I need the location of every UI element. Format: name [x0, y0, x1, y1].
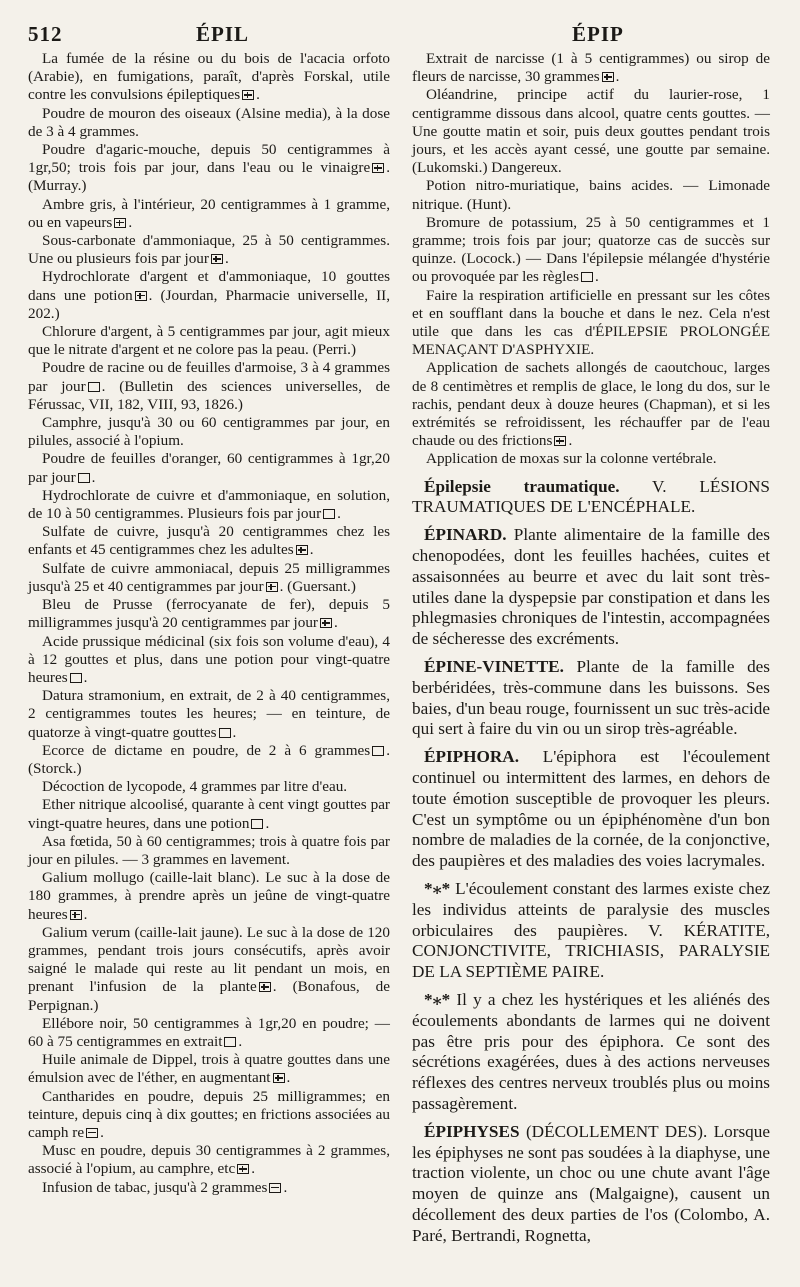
remedy-tail: . [224, 250, 229, 268]
boxed-plus-icon [70, 910, 82, 920]
remedy-tail: . (Bulletin des sciences universelles, de Férussac, VII, 182, VIII, 93, 1826.) [28, 377, 391, 413]
remedy-text: Poudre de feuilles d'oranger, 60 centigrammes à 1gr,20 par jour [28, 450, 390, 486]
boxed-minus-icon [86, 1128, 98, 1138]
boxed-plus-icon [237, 1164, 249, 1174]
right-running-head: ÉPIP [572, 22, 624, 46]
remedy-tail: . (Guersant.) [279, 577, 356, 595]
remedy-tail: . [91, 468, 96, 486]
boxed-plus-icon [372, 163, 384, 173]
remedy-text: Cantharides en poudre, depuis 25 milligrammes; en teinture, depuis cinq à dix gouttes; en frictions associées au camph re [28, 1087, 390, 1141]
empty-box-icon [224, 1037, 236, 1047]
remedy-tail: . [286, 1069, 291, 1087]
remedy-paragraph [28, 141, 390, 196]
remedy-paragraph [412, 450, 770, 468]
remedy-paragraph [412, 50, 770, 86]
remedy-text: Poudre d'agaric-mouche, depuis 50 centigrammes à 1gr,50; trois fois par jour, dans l'eau ou le vinaigre [28, 141, 390, 177]
dictionary-entry [412, 657, 770, 740]
entry-body: L'écoulement constant des larmes existe chez les individus atteints de paralysie des muscles orbiculaires des paupières. V. KÉRATITE, CONJONCTIVITE, TRICHIASIS, PARALYSIE DE LA SEPTIÈME PAIRE. [412, 879, 770, 982]
remedy-tail: . [615, 68, 620, 86]
remedy-text: Application de moxas sur la colonne vertébrale. [426, 450, 717, 468]
remedy-paragraph [28, 50, 390, 105]
remedy-paragraph [412, 214, 770, 287]
remedy-text: La fumée de la résine ou du bois de l'acacia orfoto (Arabie), en fumigations, paraît, d'après Forskal, utile contre les convulsions épileptiques [28, 50, 390, 104]
dictionary-entries [412, 477, 770, 1247]
remedy-paragraph [412, 86, 770, 177]
remedy-tail: . [309, 541, 314, 559]
remedy-paragraph [28, 687, 390, 742]
remedy-text: Bleu de Prusse (ferrocyanate de fer), depuis 5 milligrammes jusqu'à 20 centigrammes par jour [28, 596, 390, 632]
remedy-paragraph [28, 232, 390, 268]
remedy-text: Ellébore noir, 50 centigrammes à 1gr,20 en poudre; — 60 à 75 centigrammes en extrait [28, 1014, 390, 1050]
remedy-text: Poudre de mouron des oiseaux (Alsine media), à la dose de 3 à 4 grammes. [28, 104, 390, 140]
entry-headword: *⁎* [424, 879, 456, 899]
boxed-plus-icon [114, 218, 126, 228]
remedy-text: Galium verum (caille-lait jaune). Le suc à la dose de 120 grammes, pendant trois jours consécutifs, après avoir saigné le malade qui reste au lit pendant un mois, en prenant l'infusion de la plante [28, 923, 390, 996]
remedy-text: Décoction de lycopode, 4 grammes par litre d'eau. [42, 778, 348, 796]
entry-body: Il y a chez les hystériques et les aliénés des écoulements abondants de larmes qui ne doivent pas être pris pour des épiphora. Ce sont des sécrétions exagérées, dues à des actions nerveuses réflexes des centres nerveux troublés plus ou moins passagèrement. [412, 990, 770, 1113]
remedy-text: Hydrochlorate de cuivre et d'ammoniaque, en solution, de 10 à 50 centigrammes. Plusieurs fois par jour [28, 486, 390, 523]
boxed-plus-icon [211, 254, 223, 264]
entry-headword: Épilepsie traumatique. [424, 476, 620, 496]
remedy-text: Sulfate de cuivre, jusqu'à 20 centigrammes chez les enfants et 45 centigrammes chez les adultes [28, 523, 390, 559]
remedy-text: Poudre de racine ou de feuilles d'armoise, 3 à 4 grammes par jour [28, 359, 390, 395]
empty-box-icon [70, 673, 82, 683]
remedy-text: Sulfate de cuivre ammoniacal, depuis 25 milligrammes jusqu'à 25 et 40 centigrammes par jour [28, 559, 390, 595]
boxed-plus-icon [135, 291, 147, 301]
entry-headword: ÉPIPHORA. [424, 747, 520, 767]
remedy-paragraph [28, 450, 390, 486]
remedy-paragraph [412, 359, 770, 450]
empty-box-icon [581, 272, 593, 282]
remedy-paragraph [412, 177, 770, 213]
empty-box-icon [323, 509, 335, 519]
remedy-tail: . [100, 1123, 104, 1141]
remedy-tail: . [333, 614, 338, 632]
dictionary-entry [412, 525, 770, 650]
remedy-paragraph [28, 487, 390, 523]
remedy-paragraph [28, 105, 390, 141]
dictionary-entry [412, 477, 770, 519]
entry-body: V. LÉSIONS TRAUMATIQUES DE L'ENCÉPHALE. [412, 476, 770, 517]
remedy-paragraph [28, 796, 390, 832]
entry-body: Plante de la famille des berbéridées, très-commune dans les buissons. Ses baies, d'un beau rouge, fournissent un suc très-acide qui sert à faire du vin ou un sirop très-agréable. [412, 657, 770, 739]
remedy-paragraph [28, 268, 390, 323]
remedy-paragraph [28, 633, 390, 688]
remedy-tail: . [265, 814, 270, 832]
empty-box-icon [88, 382, 100, 392]
right-column [412, 50, 770, 1247]
remedy-tail: . [595, 268, 599, 286]
remedy-tail: . [83, 905, 88, 923]
empty-box-icon [251, 819, 263, 829]
page-number: 512 [28, 22, 63, 46]
remedy-text: Extrait de narcisse (1 à 5 centigrammes) ou sirop de fleurs de narcisse, 30 grammes [412, 50, 770, 86]
boxed-plus-icon [242, 90, 254, 100]
remedy-paragraph [28, 1179, 390, 1197]
boxed-plus-icon [320, 618, 332, 628]
remedy-paragraph [28, 778, 390, 796]
remedy-text: Musc en poudre, depuis 30 centigrammes à 2 grammes, associé à l'opium, au camphre, etc [28, 1142, 390, 1178]
remedy-paragraph [28, 869, 390, 924]
remedy-text: Infusion de tabac, jusqu'à 2 grammes [42, 1178, 268, 1196]
remedy-paragraph [412, 287, 770, 360]
left-running-head: ÉPIL [196, 22, 250, 46]
remedy-paragraph [28, 523, 390, 559]
remedy-tail: . [337, 505, 341, 523]
entry-headword: *⁎* [424, 990, 457, 1009]
running-header [0, 22, 800, 48]
remedy-text: Ecorce de dictame en poudre, de 2 à 6 grammes [42, 741, 371, 759]
remedy-tail: . [251, 1160, 256, 1178]
boxed-plus-icon [296, 545, 308, 555]
boxed-plus-icon [266, 582, 278, 592]
entry-body: L'épiphora est l'écoulement continuel ou intermittent des larmes, en dehors de toute émotion susceptible de provoquer les pleurs. C'est un symptôme ou un épiphénomène d'un bon nombre de maladies de la cornée, de la conjonctive, des paupières et des maladies des voies lacrymales. [412, 747, 770, 871]
remedy-tail: . [283, 1178, 288, 1196]
remedy-paragraph [28, 1015, 390, 1051]
remedy-text: Ether nitrique alcoolisé, quarante à cent vingt gouttes par vingt-quatre heures, dans une potion [28, 796, 390, 832]
dictionary-entry [412, 1122, 770, 1247]
remedy-text: Faire la respiration artificielle en pressant sur les côtes et en soufflant dans la bouche et dans le nez. Cela n'est utile que dans les cas d'ÉPILEPSIE PROLONGÉE MENAÇANT D'ASPHYXIE. [412, 286, 770, 359]
left-column [28, 50, 390, 1197]
remedy-tail: . (Murray.) [28, 159, 390, 195]
remedy-text: Potion nitro-muriatique, bains acides. — Limonade nitrique. (Hunt). [412, 177, 770, 213]
remedy-text: Application de sachets allongés de caoutchouc, larges de 8 centimètres et remplis de glace, le long du dos, sur le rachis, pendant deux à douze heures (Chapman), et si les extrémités se refroidissent, les réchauffer par de l'eau chaude ou des frictions [412, 359, 770, 450]
boxed-plus-icon [554, 436, 566, 446]
remedy-paragraph [28, 742, 390, 778]
remedy-text: Bromure de potassium, 25 à 50 centigrammes et 1 gramme; trois fois par jour; quatorze cas de succès sur quinze. (Locock.) — Dans l'épilepsie mélangée d'hystérie ou provoquée par les règles [412, 213, 770, 286]
remedy-paragraph [28, 1088, 390, 1143]
remedy-tail: . [568, 432, 573, 450]
remedy-text: Huile animale de Dippel, trois à quatre gouttes dans une émulsion avec de l'éther, en augmentant [28, 1051, 390, 1087]
remedy-text: Acide prussique médicinal (six fois son volume d'eau), 4 à 12 gouttes et plus, dans une potion pour vingt-quatre heures [28, 632, 390, 686]
empty-box-icon [372, 746, 384, 756]
dictionary-entry [412, 879, 770, 983]
remedy-text: Sous-carbonate d'ammoniaque, 25 à 50 centigrammes. Une ou plusieurs fois par jour [28, 232, 390, 268]
entry-headword: ÉPIPHYSES [424, 1121, 520, 1141]
remedy-tail: . [83, 668, 88, 686]
entry-body: Plante alimentaire de la famille des chenopodées, dont les feuilles hachées, cuites et assaisonnées au beurre et avec du lait sont très-utiles dane la dyspepsie par constipation et dans les phlegmasies chroniques de l'intestin, accompagnées de sécheresse des excréments. [412, 525, 770, 649]
dictionary-entry [412, 990, 770, 1115]
remedy-paragraph [28, 596, 390, 632]
remedy-paragraph [28, 924, 390, 1015]
remedy-text: Chlorure d'argent, à 5 centigrammes par jour, agit mieux que le nitrate d'argent et ne colore pas la peau. (Perri.) [28, 323, 390, 359]
empty-box-icon [219, 728, 231, 738]
remedy-text: Asa fœtida, 50 à 60 centigrammes; trois à quatre fois par jour en pilules. — 3 grammes en lavement. [28, 832, 390, 868]
dictionary-entry [412, 747, 770, 872]
boxed-plus-icon [602, 72, 614, 82]
remedy-list-continued [412, 50, 770, 469]
remedy-paragraph [28, 359, 390, 414]
remedy-text: Oléandrine, principe actif du laurier-rose, 1 centigramme dissous dans alcool, quatre cents gouttes. — Une goutte matin et soir, puis deux gouttes pendant trois jours, et les accès ayant cessé, une goutte par semaine. (Lukomski.) Dangereux. [412, 86, 770, 177]
remedy-paragraph [28, 1051, 390, 1087]
remedy-paragraph [28, 196, 390, 232]
remedy-tail: . [232, 723, 237, 741]
entry-headword: ÉPINE-VINETTE. [424, 657, 564, 677]
remedy-text: Hydrochlorate d'argent et d'ammoniaque, 10 gouttes dans une potion [28, 268, 390, 304]
remedy-tail: . (Jourdan, Pharmacie universelle, II, 202.) [28, 286, 390, 322]
boxed-minus-icon [269, 1183, 281, 1193]
boxed-plus-icon [273, 1073, 285, 1083]
remedy-tail: . [256, 86, 260, 104]
entry-headword: ÉPINARD. [424, 525, 507, 545]
remedy-paragraph [28, 1142, 390, 1178]
remedy-paragraph [28, 560, 390, 596]
remedy-text: Ambre gris, à l'intérieur, 20 centigrammes à 1 gramme, ou en vapeurs [28, 195, 390, 231]
remedy-text: Camphre, jusqu'à 30 ou 60 centigrammes par jour, en pilules, associé à l'opium. [28, 414, 390, 450]
remedy-text: Galium mollugo (caille-lait blanc). Le suc à la dose de 180 grammes, à prendre après un jeûne de vingt-quatre heures [28, 869, 390, 923]
remedy-text: Datura stramonium, en extrait, de 2 à 40 centigrammes, 2 centigrammes toutes les heures; — en teinture, de quatorze à vingt-quatre gouttes [28, 687, 390, 741]
remedy-tail: . (Storck.) [28, 741, 390, 777]
remedy-tail: . (Bonafous, de Perpignan.) [28, 978, 391, 1014]
remedy-paragraph [28, 323, 390, 359]
boxed-plus-icon [259, 982, 271, 992]
empty-box-icon [78, 473, 90, 483]
remedy-tail: . [128, 213, 133, 231]
remedy-paragraph [28, 833, 390, 869]
remedy-tail: . [238, 1032, 243, 1050]
remedy-paragraph [28, 414, 390, 450]
entry-body: (DÉCOLLEMENT DES). Lorsque les épiphyses ne sont pas soudées à la diaphyse, une traction violente, un choc ou une chute avant l'âge moyen de quinze ans (Malgaigne), causent un décollement des deux parties de l'os (Colombo, A. Paré, Bertrandi, Rognetta, [412, 1121, 770, 1245]
